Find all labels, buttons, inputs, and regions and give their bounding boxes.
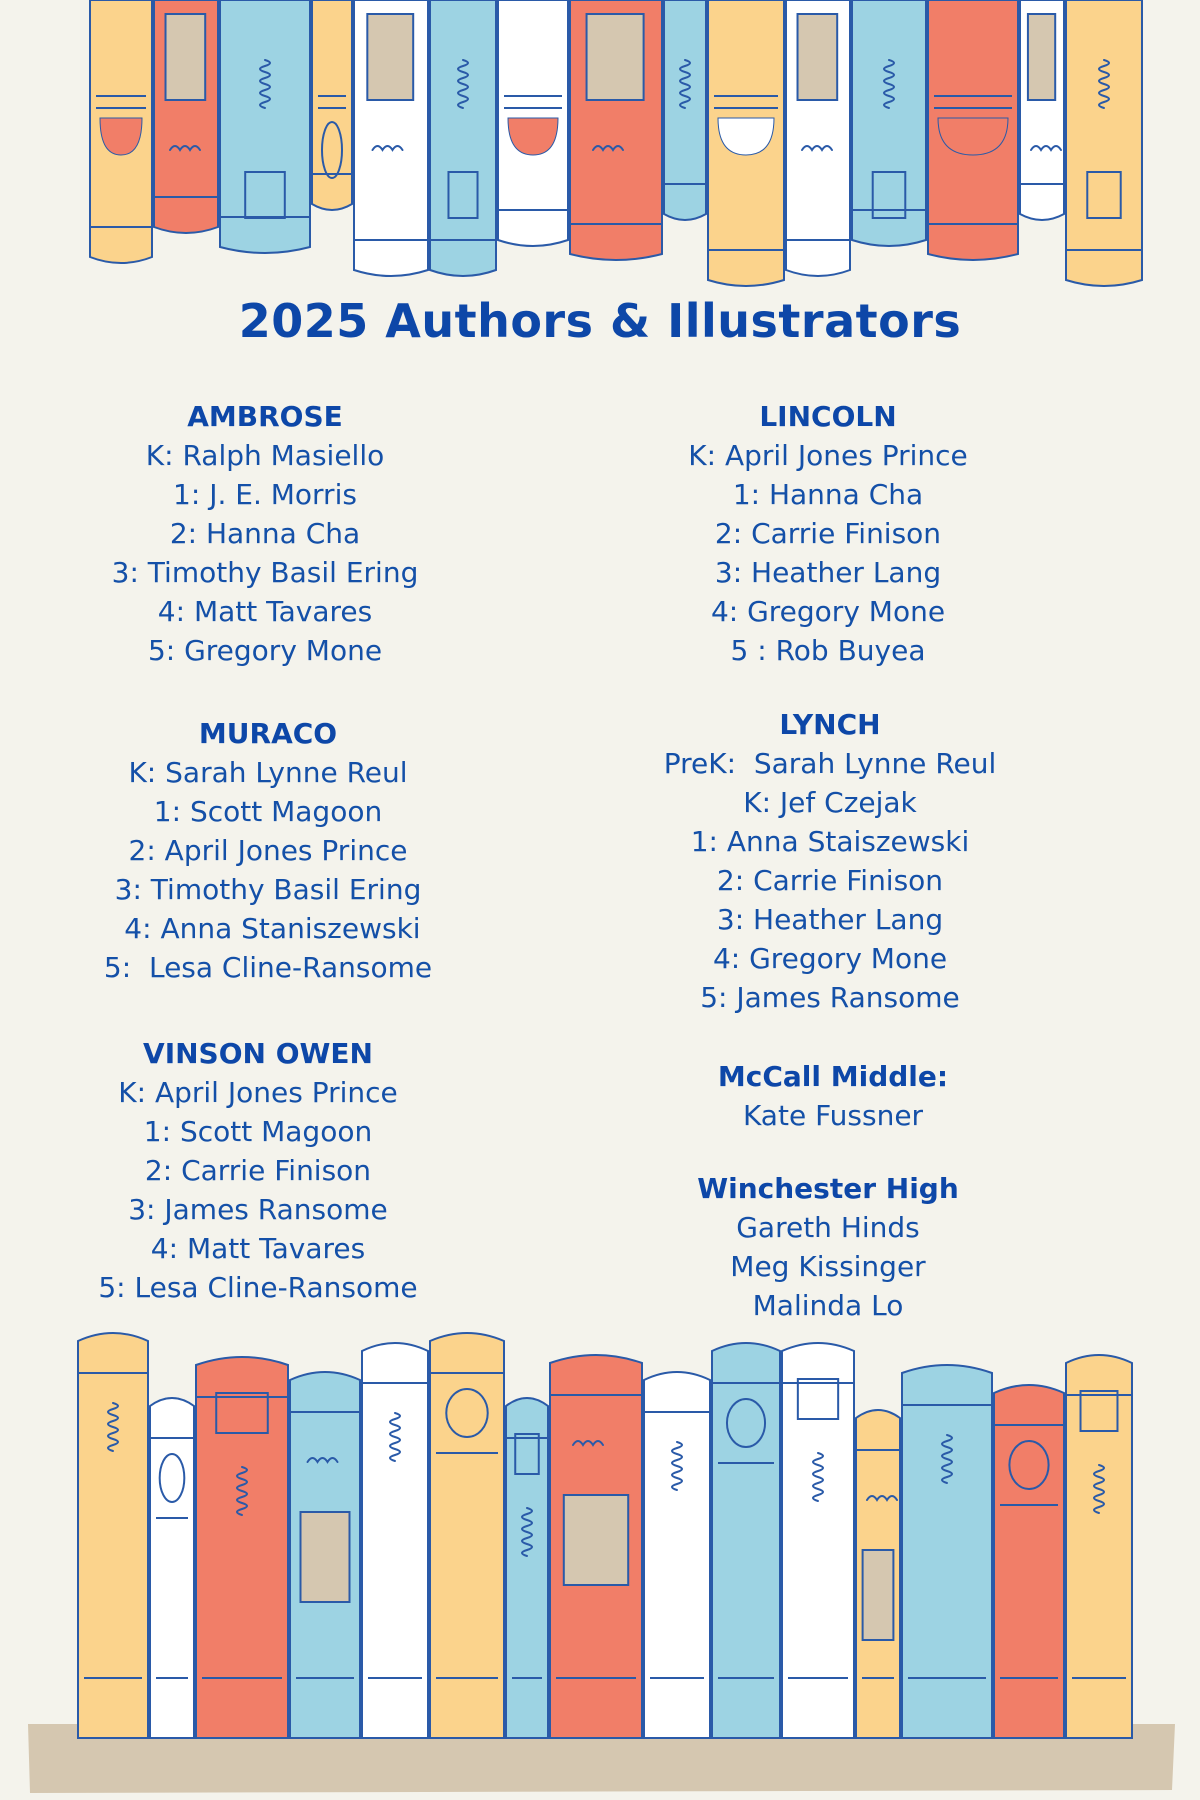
author-entry: K: April Jones Prince <box>688 439 968 472</box>
author-entry: 4: Anna Staniszewski <box>115 912 421 945</box>
school-name: LINCOLN <box>759 400 897 433</box>
author-entry: K: April Jones Prince <box>118 1076 398 1109</box>
book-spine-icon <box>312 0 352 210</box>
book-spine-icon <box>644 1372 710 1738</box>
book-spine-icon <box>994 1385 1064 1738</box>
book-spine-icon <box>902 1365 992 1738</box>
book-spine-icon <box>354 0 428 276</box>
author-entry: Malinda Lo <box>752 1289 904 1322</box>
author-entry: 4: Gregory Mone <box>710 595 946 628</box>
author-entry: 1: Scott Magoon <box>143 1115 373 1148</box>
author-entry: 3: Heather Lang <box>716 903 944 936</box>
school-name: AMBROSE <box>187 400 343 433</box>
author-entry: 5: Lesa Cline-Ransome <box>103 951 433 984</box>
author-entry: K: Jef Czejak <box>743 786 917 819</box>
book-spine-icon <box>856 1410 900 1738</box>
author-entry: PreK: Sarah Lynne Reul <box>663 747 997 780</box>
school-lynch <box>630 706 1030 1017</box>
school-mccall-middle <box>633 1058 1033 1135</box>
author-entry: 2: Hanna Cha <box>169 517 361 550</box>
author-entry: 3: Heather Lang <box>714 556 942 589</box>
school-vinson-owen <box>58 1035 458 1307</box>
school-name: MURACO <box>198 717 338 750</box>
book-spine-icon <box>852 0 926 246</box>
book-spine-icon <box>550 1355 642 1738</box>
author-entry: Gareth Hinds <box>736 1211 920 1244</box>
school-lincoln <box>628 398 1028 670</box>
book-spine-icon <box>498 0 568 246</box>
author-entry: 2: April Jones Prince <box>128 834 408 867</box>
author-entry: Meg Kissinger <box>730 1250 926 1283</box>
book-spine-icon <box>78 1333 148 1738</box>
school-name: Winchester High <box>697 1172 959 1205</box>
book-spine-icon <box>1066 0 1142 286</box>
school-name: VINSON OWEN <box>143 1037 373 1070</box>
book-spine-icon <box>786 0 850 276</box>
author-entry: K: Ralph Masiello <box>145 439 385 472</box>
author-entry: 2: Carrie Finison <box>714 517 942 550</box>
author-entry: 1: Anna Staiszewski <box>690 825 970 858</box>
school-name: McCall Middle: <box>717 1060 949 1093</box>
top-bookshelf-illustration <box>0 0 1200 300</box>
book-spine-icon <box>196 1357 288 1738</box>
page-title: 2025 Authors & Illustrators <box>238 294 962 348</box>
book-spine-icon <box>1020 0 1064 220</box>
author-entry: 4: Matt Tavares <box>157 595 373 628</box>
school-winchester-high <box>628 1170 1028 1325</box>
school-muraco <box>68 715 468 987</box>
book-spine-icon <box>1066 1355 1132 1738</box>
book-spine-icon <box>430 0 496 276</box>
book-spine-icon <box>664 0 706 220</box>
author-entry: 4: Matt Tavares <box>150 1232 366 1265</box>
book-spine-icon <box>430 1333 504 1738</box>
book-spine-icon <box>708 0 784 286</box>
author-entry: 5: Lesa Cline-Ransome <box>98 1271 418 1304</box>
author-entry: 1: Hanna Cha <box>732 478 924 511</box>
book-spine-icon <box>90 0 152 263</box>
school-ambrose <box>65 398 465 670</box>
author-entry: 5: James Ransome <box>700 981 960 1014</box>
shelf-plank <box>28 1724 1175 1793</box>
book-spine-icon <box>150 1398 194 1738</box>
author-entry: 1: J. E. Morris <box>173 478 357 511</box>
book-spine-icon <box>782 1343 854 1738</box>
author-entry: 5: Gregory Mone <box>147 634 383 667</box>
book-spine-icon <box>362 1343 428 1738</box>
book-spine-icon <box>506 1398 548 1738</box>
author-entry: 4: Gregory Mone <box>712 942 948 975</box>
author-entry: 3: Timothy Basil Ering <box>114 873 422 906</box>
author-entry: 2: Carrie Finison <box>144 1154 372 1187</box>
author-entry: 2: Carrie Finison <box>716 864 944 897</box>
author-entry: K: Sarah Lynne Reul <box>128 756 408 789</box>
author-entry: 3: Timothy Basil Ering <box>111 556 419 589</box>
book-spine-icon <box>570 0 662 260</box>
author-entry: 5 : Rob Buyea <box>730 634 926 667</box>
author-entry: 1: Scott Magoon <box>153 795 383 828</box>
author-entry: 3: James Ransome <box>128 1193 388 1226</box>
book-spine-icon <box>928 0 1018 260</box>
book-spine-icon <box>712 1343 780 1738</box>
school-name: LYNCH <box>779 708 881 741</box>
author-entry: Kate Fussner <box>742 1099 924 1132</box>
book-spine-icon <box>290 1372 360 1738</box>
book-spine-icon <box>220 0 310 253</box>
book-spine-icon <box>154 0 218 233</box>
